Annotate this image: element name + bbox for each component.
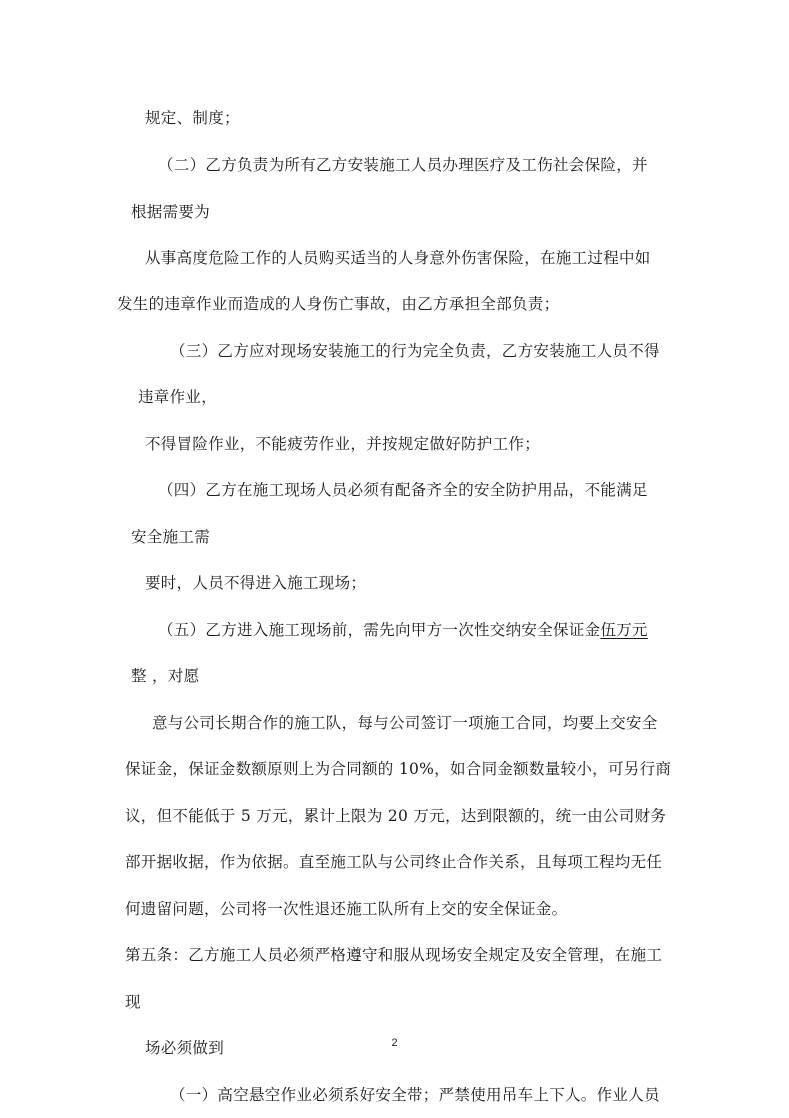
underlined-amount: 伍万元: [600, 621, 648, 639]
article-heading-line: 第五条：乙方施工人员必须严格遵守和服从现场安全规定及安全管理，在施工: [125, 946, 663, 964]
text-line: 要时，人员不得进入施工现场；: [145, 574, 367, 592]
page-number: 2: [391, 1037, 398, 1049]
text-line: 部开据收据，作为依据。直至施工队与公司终止合作关系，且每项工程均无任: [125, 853, 663, 871]
text-line: （四）乙方在施工现场人员必须有配备齐全的安全防护用品，不能满足: [158, 481, 648, 499]
text-line: 场必须做到: [145, 1039, 225, 1057]
text-line: 根据需要为: [131, 203, 211, 221]
text-line: 从事高度危险工作的人员购买适当的人身意外伤害保险，在施工过程中如: [145, 249, 651, 267]
text-line: 保证金，保证金数额原则上为合同额的 10%，如合同金额数量较小，可另行商: [125, 760, 672, 778]
text-line: [158, 620, 648, 640]
text-line: 安全施工需: [131, 528, 211, 546]
text-line: 规定、制度；: [145, 109, 240, 127]
text-line: 意与公司长期合作的施工队，每与公司签订一项施工合同，均要上交安全: [152, 714, 658, 732]
text-line: 整 ，对愿: [131, 667, 200, 685]
text-line: 发生的违章作业而造成的人身伤亡事故，由乙方承担全部负责；: [117, 295, 560, 313]
text-line: （一）高空悬空作业必须系好安全带；严禁使用吊车上下人。作业人员: [170, 1086, 660, 1104]
text-line: 何遗留问题，公司将一次性退还施工队所有上交的安全保证金。: [125, 900, 568, 918]
text-line: 不得冒险作业，不能疲劳作业，并按规定做好防护工作；: [145, 435, 541, 453]
text-line: （三）乙方应对现场安装施工的行为完全负责，乙方安装施工人员不得: [170, 342, 660, 360]
text-line: 现: [125, 993, 141, 1011]
text-line: 议，但不能低于 5 万元，累计上限为 20 万元，达到限额的，统一由公司财务: [125, 807, 667, 825]
text-segment: （五）乙方进入施工现场前，需先向甲方一次性交纳安全保证金: [158, 621, 601, 639]
text-line: 违章作业，: [138, 388, 218, 406]
text-line: （二）乙方负责为所有乙方安装施工人员办理医疗及工伤社会保险，并: [158, 156, 648, 174]
